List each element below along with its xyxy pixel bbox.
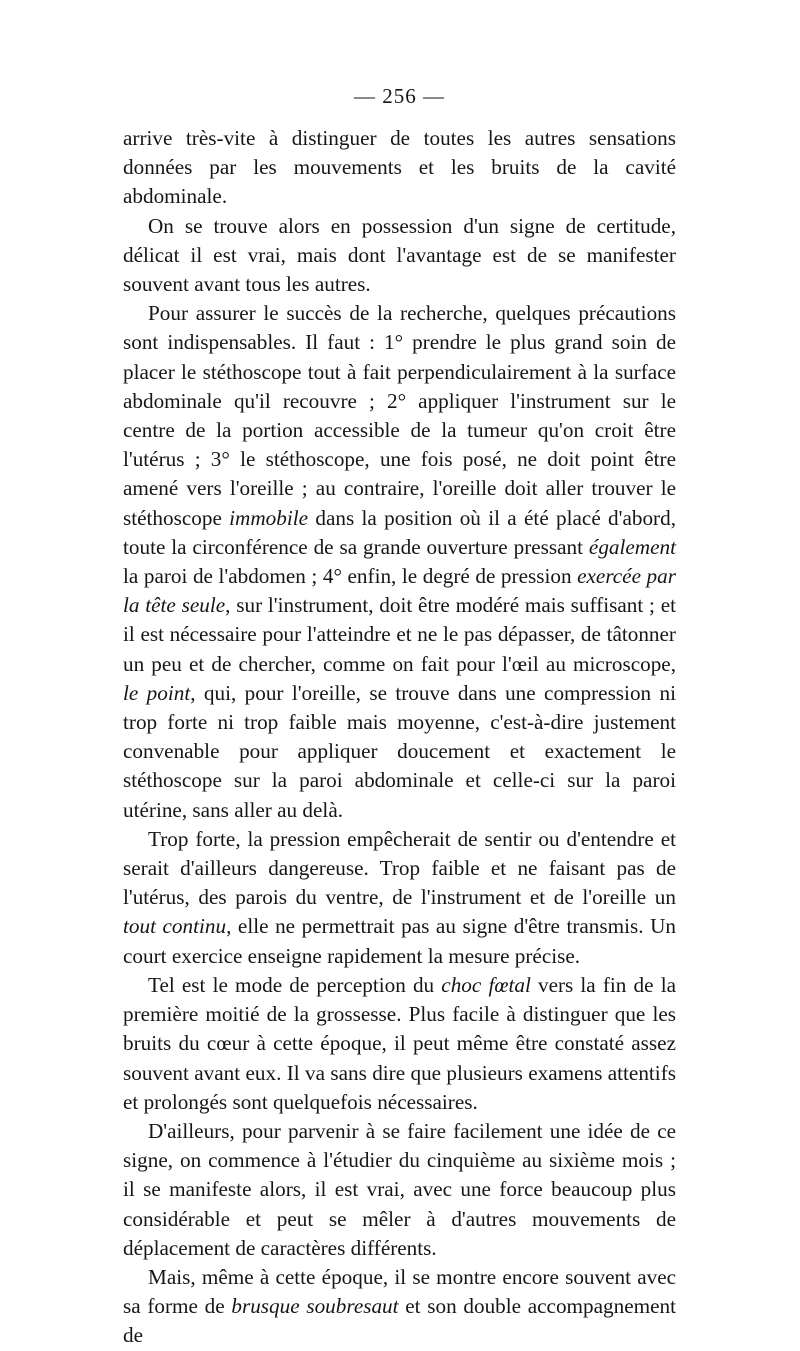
text-run: la paroi de l'abdomen ; 4° enfin, le degré de pression — [123, 564, 578, 589]
italic-emphasis: immobile — [229, 505, 309, 530]
text-run: Pour assurer le succès de la recherche, quelques précautions sont indispensables. Il faut : 1° prendre le plus grand soin de placer le stéthoscope tout à fait perpendiculairement à la surface abdominale qu'il recouvre ; 2° appliquer l'instrument sur le centre de la portion accessible de la tumeur qu'on croit être l'utérus ; 3° le stéthoscope, une fois posé, ne doit point être amené vers l'oreille ; au contraire, l'oreille doit aller trouver le stéthoscope — [123, 301, 676, 530]
italic-emphasis: choc fœtal — [441, 972, 531, 997]
italic-emphasis: exercée par la tête seule — [123, 564, 676, 618]
paragraph — [123, 825, 676, 971]
text-run: , elle ne permettrait pas au signe d'être transmis. Un court exercice enseigne rapidement la mesure précise. — [123, 914, 677, 968]
paragraph — [123, 212, 676, 300]
page-number: — 256 — — [354, 84, 445, 108]
paragraph — [123, 971, 676, 1117]
text-run: Trop forte, la pression empêcherait de sentir ou d'entendre et serait d'ailleurs dangereuse. Trop faible et ne faisant pas de l'utérus, des parois du ventre, de l'instrument et de l'oreille un — [123, 826, 676, 910]
text-run: vers la fin de la première moitié de la grossesse. Plus facile à distinguer que les bruits du cœur à cette époque, il peut même être constaté assez souvent avant eux. Il va sans dire que plusieurs examens attentifs et prolongés sont quelquefois nécessaires. — [123, 972, 676, 1114]
text-run: D'ailleurs, pour parvenir à se faire facilement une idée de ce signe, on commence à l'étudier du cinquième au sixième mois ; il se manifeste alors, il est vrai, avec une force beaucoup plus considérable et peut se mêler à d'autres mouvements de déplacement de caractères différents. — [123, 1118, 676, 1260]
paragraph — [123, 124, 676, 212]
book-page — [123, 82, 676, 1351]
page-body-text — [123, 124, 676, 1351]
text-run: , qui, pour l'oreille, se trouve dans une compression ni trop forte ni trop faible mais moyenne, c'est-à-dire justement convenable pour appliquer doucement et exactement le stéthoscope sur la paroi abdominale et celle-ci sur la paroi utérine, sans aller au delà. — [123, 680, 676, 822]
italic-emphasis: le point — [123, 680, 191, 705]
text-run: On se trouve alors en possession d'un signe de certitude, délicat il est vrai, mais dont l'avantage est de se manifester souvent avant tous les autres. — [123, 213, 676, 297]
text-run: dans la position où il a été placé d'abord, toute la circonférence de sa grande ouverture pressant — [123, 505, 676, 559]
italic-emphasis: également — [588, 534, 676, 559]
italic-emphasis: brusque soubresaut — [231, 1294, 399, 1319]
text-run: arrive très-vite à distinguer de toutes les autres sensations données par les mouvements et les bruits de la cavité abdominale. — [123, 126, 676, 209]
paragraph — [123, 1263, 676, 1351]
text-run: , sur l'instrument, doit être modéré mais suffisant ; et il est nécessaire pour l'atteindre et ne le pas dépasser, de tâtonner un peu et de chercher, comme on fait pour l'œil au microscope, — [123, 593, 676, 676]
italic-emphasis: tout continu — [123, 914, 227, 939]
text-run: et son double accompagnement de — [123, 1294, 676, 1348]
text-run: Mais, même à cette époque, il se montre encore souvent avec sa forme de — [123, 1264, 676, 1319]
text-run: Tel est le mode de perception du — [148, 972, 442, 997]
paragraph — [123, 299, 676, 825]
paragraph — [123, 1117, 676, 1263]
